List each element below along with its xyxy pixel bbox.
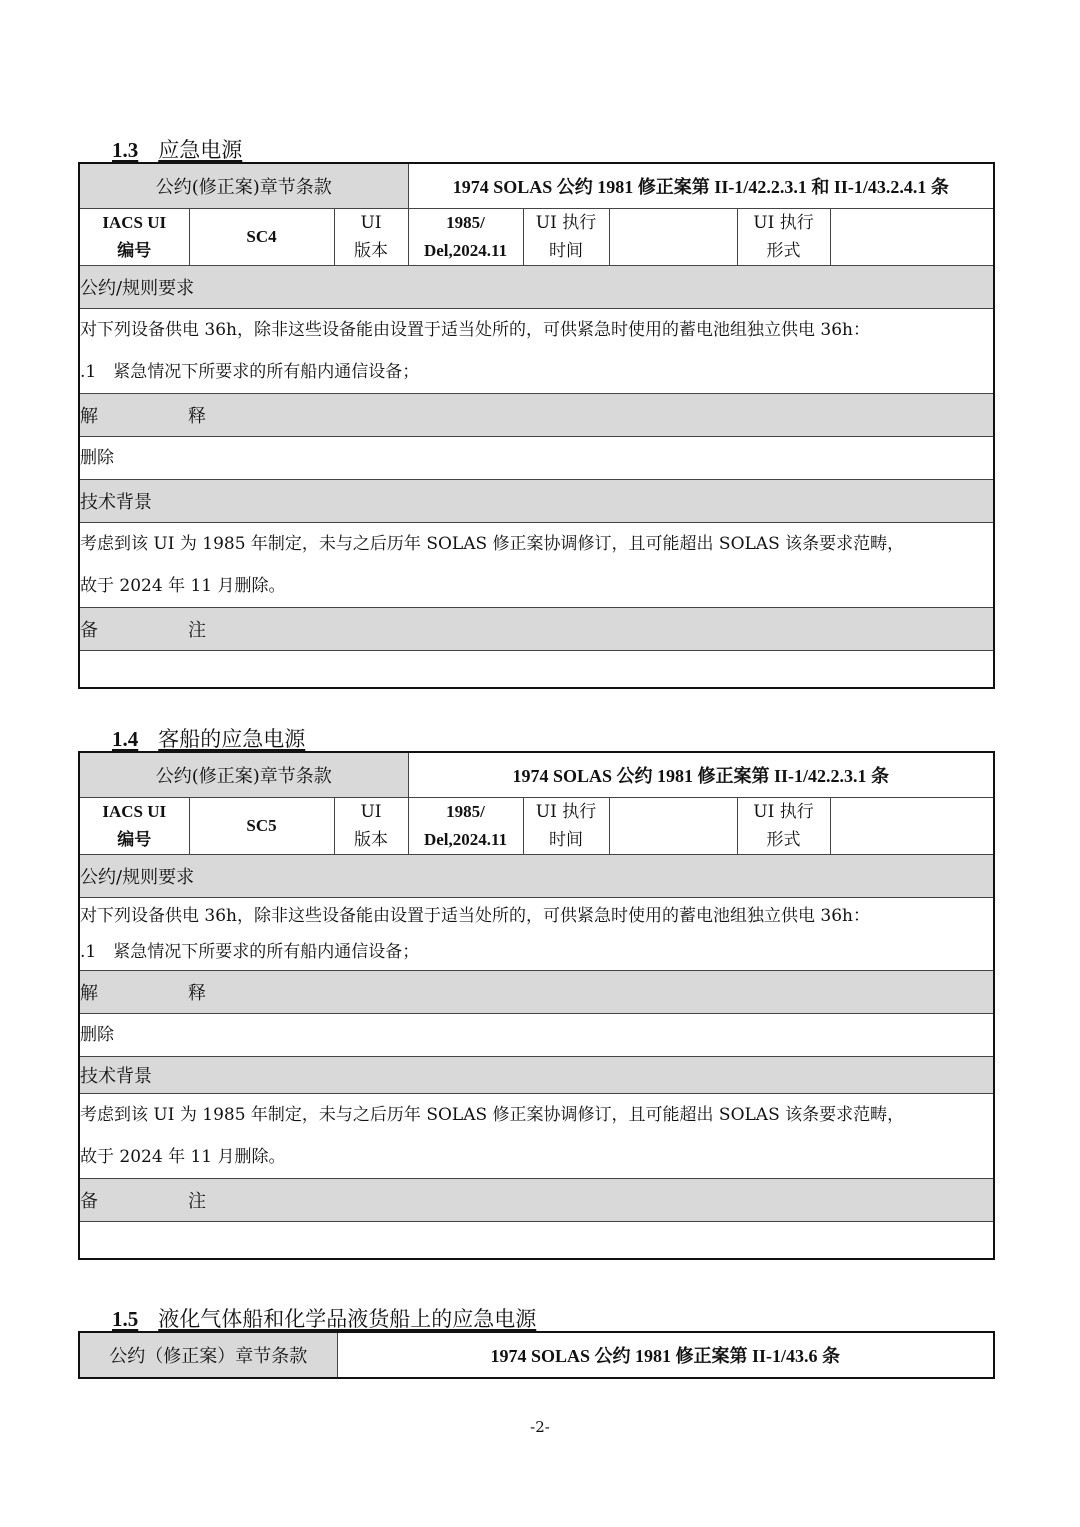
- remark-label: 备 注: [79, 1179, 994, 1222]
- clause-value: 1974 SOLAS 公约 1981 修正案第 II-1/42.2.3.1 和 II-1/43.2.4.1 条: [408, 163, 994, 209]
- exec-time-value: [609, 209, 737, 266]
- background-label: 技术背景: [79, 1057, 994, 1094]
- background-text: [79, 523, 994, 608]
- section-title: 液化气体船和化学品液货船上的应急电源: [158, 1307, 537, 1331]
- ui-version-value: 1985/ Del,2024.11: [408, 798, 523, 855]
- requirement-text: [79, 309, 994, 394]
- section-number: 1.5: [112, 1307, 139, 1331]
- interpretation-text: 删除: [79, 437, 994, 480]
- clause-value: 1974 SOLAS 公约 1981 修正案第 II-1/42.2.3.1 条: [408, 752, 994, 798]
- section-heading-1-5: [112, 1303, 536, 1333]
- ui-number-value: SC5: [189, 798, 334, 855]
- section-number: 1.3: [112, 138, 139, 162]
- clause-label: 公约(修正案)章节条款: [79, 752, 408, 798]
- requirement-line: .1 紧急情况下所要求的所有船内通信设备；: [80, 942, 420, 962]
- requirement-text: [79, 898, 994, 971]
- clause-label: 公约（修正案）章节条款: [79, 1332, 337, 1378]
- section-heading-1-3: [112, 134, 242, 164]
- section-number: 1.4: [112, 727, 139, 751]
- section-title: 应急电源: [158, 138, 243, 162]
- background-label: 技术背景: [79, 480, 994, 523]
- background-line: 故于 2024 年 11 月删除。: [80, 1147, 286, 1167]
- interpretation-text: 删除: [79, 1014, 994, 1057]
- ui-version-value: 1985/ Del,2024.11: [408, 209, 523, 266]
- interpretation-label: 解 释: [79, 394, 994, 437]
- requirement-line: 对下列设备供电 36h，除非这些设备能由设置于适当处所的，可供紧急时使用的蓄电池组独立供电 36h：: [80, 320, 870, 340]
- background-line: 故于 2024 年 11 月删除。: [80, 576, 286, 596]
- page-number: -2-: [530, 1418, 550, 1436]
- section-heading-1-4: [112, 723, 305, 753]
- remark-text: [79, 1222, 994, 1260]
- exec-time-label: UI 执行 时间: [523, 209, 609, 266]
- requirement-label: 公约/规则要求: [79, 266, 994, 309]
- clause-value: 1974 SOLAS 公约 1981 修正案第 II-1/43.6 条: [337, 1332, 994, 1378]
- ui-number-label: IACS UI 编号: [79, 798, 189, 855]
- remark-label: 备 注: [79, 608, 994, 651]
- ui-number-label: IACS UI 编号: [79, 209, 189, 266]
- exec-form-label: UI 执行 形式: [737, 798, 830, 855]
- section-title: 客船的应急电源: [158, 727, 306, 751]
- background-line: 考虑到该 UI 为 1985 年制定，未与之后历年 SOLAS 修正案协调修订，且可能超出 SOLAS 该条要求范畴，: [80, 1105, 905, 1125]
- section-table-1-4: [78, 751, 995, 1260]
- exec-form-value: [830, 798, 994, 855]
- background-text: [79, 1094, 994, 1179]
- exec-time-label: UI 执行 时间: [523, 798, 609, 855]
- section-table-1-5: [78, 1331, 995, 1379]
- background-line: 考虑到该 UI 为 1985 年制定，未与之后历年 SOLAS 修正案协调修订，且可能超出 SOLAS 该条要求范畴，: [80, 534, 905, 554]
- interpretation-label: 解 释: [79, 971, 994, 1014]
- exec-time-value: [609, 798, 737, 855]
- requirement-label: 公约/规则要求: [79, 855, 994, 898]
- exec-form-label: UI 执行 形式: [737, 209, 830, 266]
- ui-number-value: SC4: [189, 209, 334, 266]
- exec-form-value: [830, 209, 994, 266]
- ui-version-label: UI 版本: [334, 798, 408, 855]
- requirement-line: 对下列设备供电 36h，除非这些设备能由设置于适当处所的，可供紧急时使用的蓄电池组独立供电 36h：: [80, 906, 870, 926]
- remark-text: [79, 651, 994, 689]
- ui-version-label: UI 版本: [334, 209, 408, 266]
- requirement-line: .1 紧急情况下所要求的所有船内通信设备；: [80, 362, 420, 382]
- clause-label: 公约(修正案)章节条款: [79, 163, 408, 209]
- section-table-1-3: [78, 162, 995, 689]
